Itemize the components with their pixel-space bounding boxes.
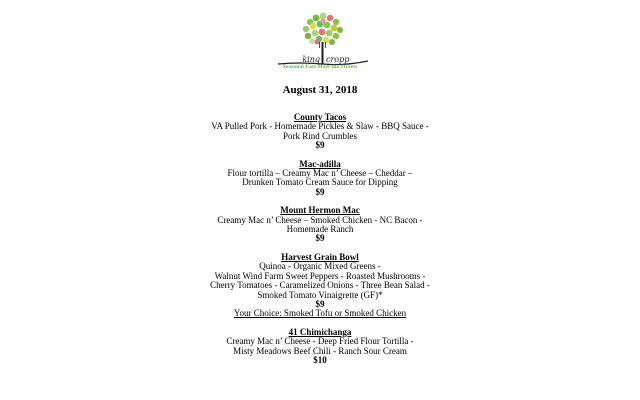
logo-text-right: cropp (326, 55, 350, 64)
item-name: 41 Chimichanga (288, 326, 352, 337)
item-name: Mac-adilla (299, 158, 341, 169)
item-price: $9 (315, 186, 325, 197)
item-description-line: Pork Rind Crumbles (282, 130, 357, 141)
item-description-line: Creamy Mac n’ Cheese – Smoked Chicken - NC Bacon - (217, 214, 423, 225)
menu-list (0, 113, 640, 374)
item-choice-note: Your Choice: Smoked Tofu or Smoked Chicken (233, 308, 407, 319)
item-description-line: VA Pulled Pork - Homemade Pickles & Slaw - BBQ Sauce - (211, 121, 429, 132)
item-description-line: Quinoa - Organic Mixed Greens - (259, 261, 381, 272)
logo-text-left: king (302, 55, 320, 64)
item-description-line: Homemade Ranch (286, 224, 354, 235)
menu-item (0, 328, 640, 366)
item-price: $9 (315, 298, 325, 309)
item-price: $10 (313, 354, 327, 365)
menu-item (0, 253, 640, 319)
menu-item (0, 160, 640, 198)
item-price: $9 (315, 140, 325, 151)
item-description-line: Creamy Mac n’ Cheese - Deep Fried Flour Tortilla - (226, 336, 414, 347)
item-description-line: Cherry Tomatoes - Caramelized Onions - Three Bean Salad - (210, 280, 430, 291)
item-description-line: Smoked Tomato Vinaigrette (GF)* (257, 289, 383, 300)
tagline: Seasonal Eats Meet the Streets (282, 64, 358, 70)
item-price: $9 (315, 233, 325, 244)
menu-item (0, 206, 640, 244)
item-description-line: Misty Meadows Beef Chili - Ranch Sour Cream (233, 345, 407, 356)
item-description-line: Walnut Wind Farm Sweet Peppers - Roasted Mushrooms - (214, 270, 426, 281)
item-description-line: Drunken Tomato Cream Sauce for Dipping (242, 177, 398, 188)
item-name: Harvest Grain Bowl (281, 251, 359, 262)
menu-date: August 31, 2018 (282, 84, 358, 96)
item-description-line: Flour tortilla – Creamy Mac n’ Cheese – Cheddar – (227, 168, 413, 179)
item-name: County Tacos (293, 112, 347, 122)
menu-item (0, 113, 640, 151)
item-name: Mount Hermon Mac (280, 205, 360, 216)
